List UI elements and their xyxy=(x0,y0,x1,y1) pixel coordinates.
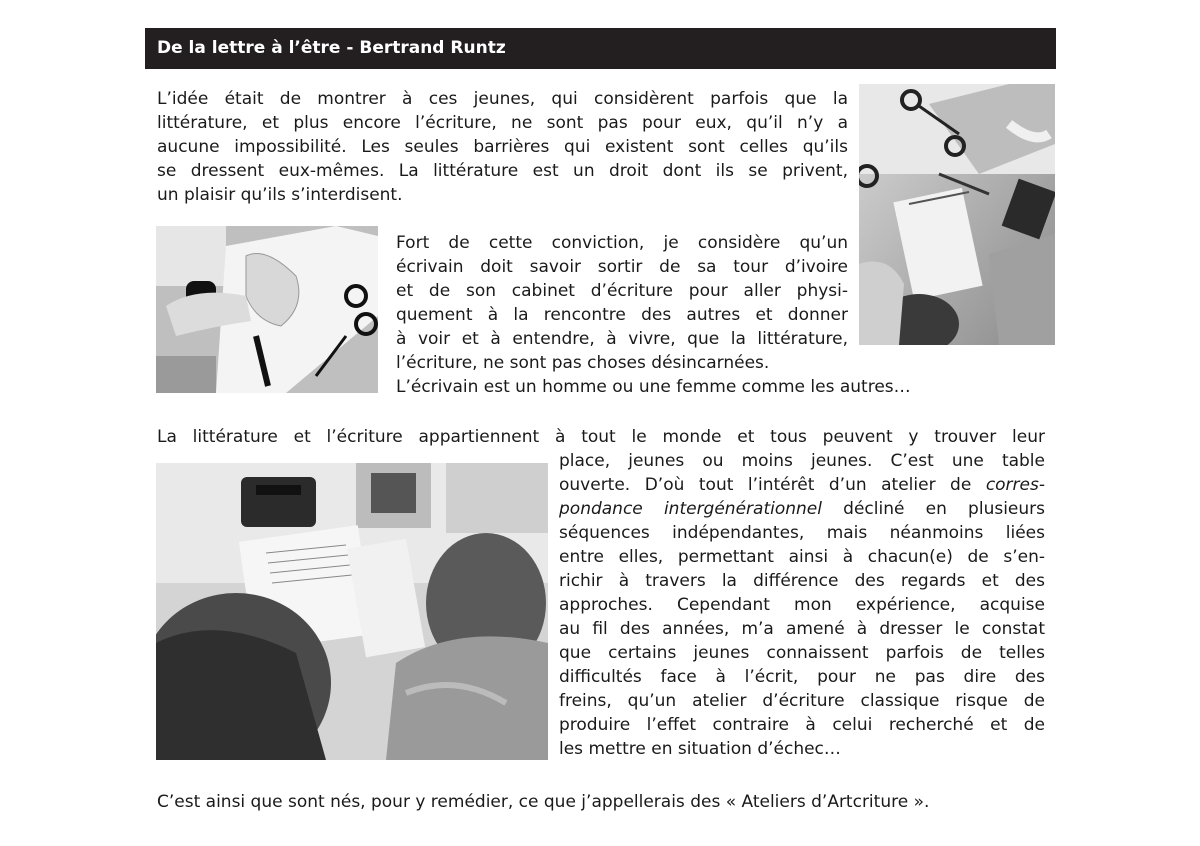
text-line: un plaisir qu’ils s’interdisent. xyxy=(157,185,403,205)
photo-children-writing xyxy=(156,463,548,760)
text-line: L’idée était de montrer à ces jeunes, qui considèrent parfois que la xyxy=(157,89,848,109)
text-line: La littérature et l’écriture appartiennent à tout le monde et tous peuvent y trouver leur xyxy=(157,427,1045,447)
text-line: L’écrivain est un homme ou une femme comme les autres… xyxy=(396,377,911,397)
text-line: au fil des années, m’a amené à dresser le constat xyxy=(559,619,1045,639)
text-line: l’écriture, ne sont pas choses désincarnées. xyxy=(396,353,770,373)
text-line: freins, qu’un atelier d’écriture classique risque de xyxy=(559,691,1045,711)
text-fragment: ouverte. D’où tout l’intérêt d’un atelier de xyxy=(559,475,972,495)
text-line: les mettre en situation d’échec… xyxy=(559,739,841,759)
text-line: se dressent eux-mêmes. La littérature est un droit dont ils se privent, xyxy=(157,161,848,181)
text-line: aucune impossibilité. Les seules barrières qui existent sont celles qu’ils xyxy=(157,137,848,157)
text-line: à voir et à entendre, à vivre, que la littérature, xyxy=(396,329,848,349)
italic-fragment: pondance intergénérationnel xyxy=(559,499,822,519)
paragraph-open-table-lead xyxy=(157,425,1045,449)
text-line: C’est ainsi que sont nés, pour y remédier, ce que j’appellerais des « Ateliers d’Artcriture ». xyxy=(157,792,930,812)
text-line: produire l’effet contraire à celui recherché et de xyxy=(559,715,1045,735)
paragraph-open-table xyxy=(559,449,1045,761)
text-line: richir à travers la différence des regards et des xyxy=(559,571,1045,591)
text-line: place, jeunes ou moins jeunes. C’est une table xyxy=(559,451,1045,471)
text-line: quement à la rencontre des autres et donner xyxy=(396,305,848,325)
text-line xyxy=(559,497,1045,521)
photo-hand-drawing xyxy=(156,226,378,393)
text-line: que certains jeunes connaissent parfois de telles xyxy=(559,643,1045,663)
text-fragment: décliné en plusieurs xyxy=(843,499,1046,519)
text-line: littérature, et plus encore l’écriture, ne sont pas pour eux, qu’il n’y a xyxy=(157,113,848,133)
text-line: difficultés face à l’écrit, pour ne pas dire des xyxy=(559,667,1045,687)
text-line: approches. Cependant mon expérience, acquise xyxy=(559,595,1045,615)
text-line: séquences indépendantes, mais néanmoins liées xyxy=(559,523,1045,543)
photo-workshop-table xyxy=(859,84,1055,345)
paragraph-intro xyxy=(157,87,848,207)
text-line: Fort de cette conviction, je considère qu’un xyxy=(396,233,848,253)
section-title: De la lettre à l’être - Bertrand Runtz xyxy=(145,28,1056,69)
paragraph-conclusion xyxy=(157,790,1045,814)
text-line: écrivain doit savoir sortir de sa tour d’ivoire xyxy=(396,257,848,277)
italic-fragment: corres- xyxy=(985,475,1045,495)
text-line: et de son cabinet d’écriture pour aller physi- xyxy=(396,281,848,301)
text-line: entre elles, permettant ainsi à chacun(e) de s’en- xyxy=(559,547,1045,567)
text-line xyxy=(559,473,1045,497)
paragraph-conviction xyxy=(396,231,911,399)
